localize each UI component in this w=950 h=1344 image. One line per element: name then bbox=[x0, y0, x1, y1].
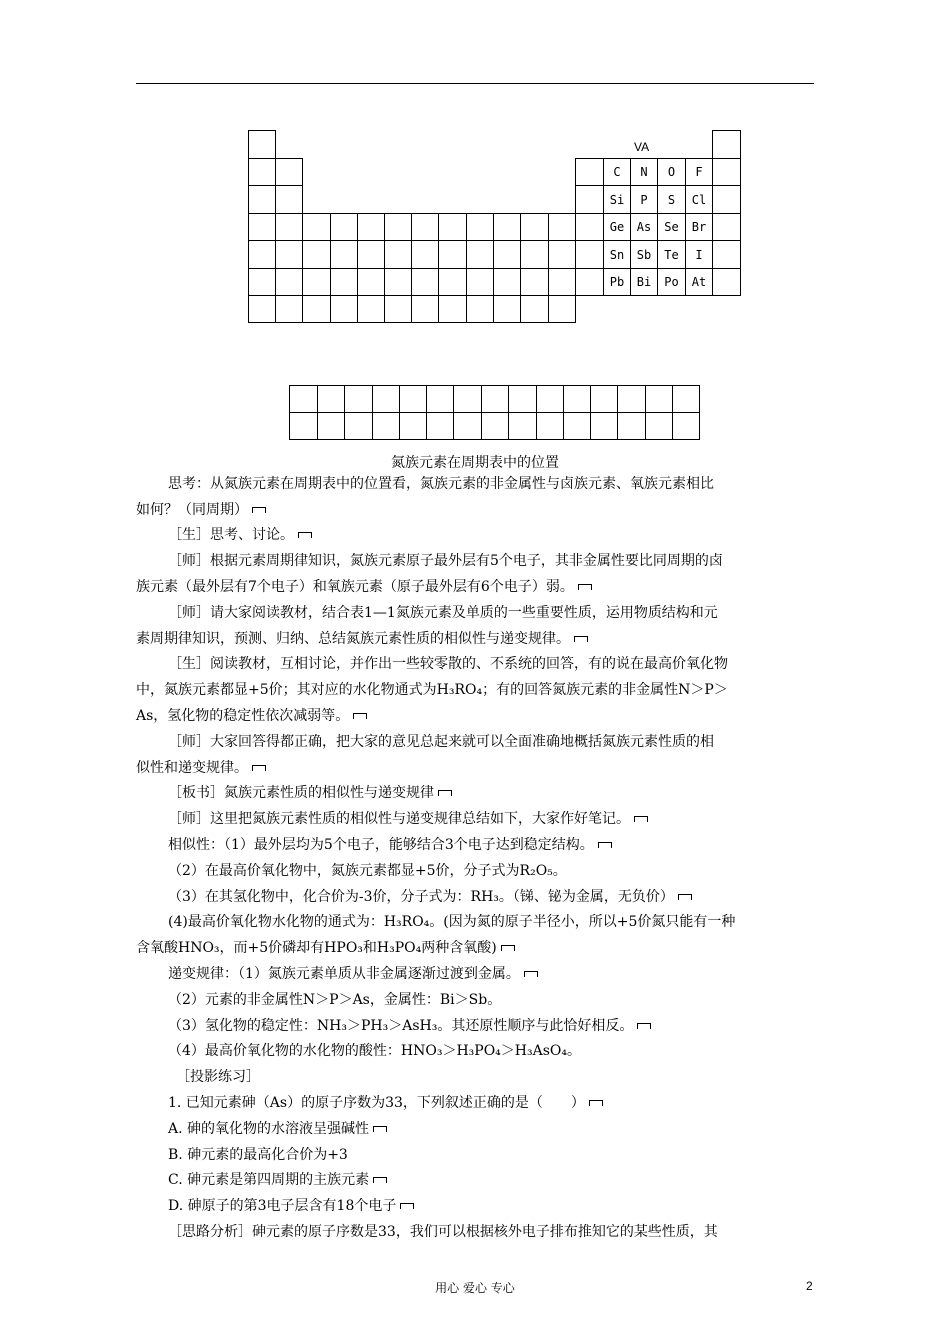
table-cell bbox=[357, 240, 385, 269]
table-cell bbox=[548, 268, 576, 296]
table-cell bbox=[275, 185, 303, 214]
table-cell bbox=[548, 213, 576, 241]
option-c: C. 砷元素是第四周期的主族元素 bbox=[168, 1167, 818, 1193]
lanthanide-cell bbox=[289, 412, 318, 440]
table-cell bbox=[330, 268, 358, 296]
lanthanide-cell bbox=[563, 385, 591, 413]
lanthanide-cell bbox=[453, 412, 482, 440]
paragraph: （3）在其氢化物中，化合价为-3价，分子式为：RH₃。（锑、铋为金属，无负价） bbox=[168, 884, 818, 910]
lanthanide-cell bbox=[426, 385, 454, 413]
paragraph: 如何？（同周期） bbox=[136, 497, 818, 523]
table-cell bbox=[384, 213, 412, 241]
element-cell-bi: Bi bbox=[630, 268, 658, 296]
table-cell bbox=[712, 240, 741, 269]
table-cell bbox=[411, 268, 439, 296]
table-cell bbox=[493, 295, 521, 323]
table-cell bbox=[466, 295, 494, 323]
table-cell bbox=[712, 268, 741, 296]
table-cell bbox=[357, 268, 385, 296]
lanthanide-cell bbox=[645, 385, 673, 413]
table-cell bbox=[275, 295, 303, 323]
lanthanide-cell bbox=[617, 412, 646, 440]
lanthanide-cell bbox=[372, 385, 400, 413]
paragraph: （2）元素的非金属性N＞P＞As，金属性：Bi＞Sb。 bbox=[168, 992, 502, 1008]
table-cell bbox=[330, 213, 358, 241]
element-cell-at: At bbox=[685, 268, 713, 296]
lanthanide-cell bbox=[672, 385, 700, 413]
element-cell-si: Si bbox=[603, 185, 631, 214]
lanthanide-cell bbox=[481, 385, 509, 413]
page-number: 2 bbox=[806, 1279, 813, 1293]
table-cell bbox=[411, 213, 439, 241]
table-cell bbox=[330, 240, 358, 269]
table-cell bbox=[493, 213, 521, 241]
table-cell bbox=[575, 213, 604, 241]
table-cell bbox=[275, 213, 303, 241]
question: 1. 已知元素砷（As）的原子序数为33，下列叙述正确的是（ ） bbox=[168, 1090, 818, 1116]
table-cell bbox=[712, 213, 741, 241]
table-cell bbox=[520, 295, 549, 323]
lanthanide-cell bbox=[317, 412, 345, 440]
table-cell bbox=[520, 268, 549, 296]
lanthanide-cell bbox=[590, 412, 618, 440]
table-cell bbox=[438, 213, 467, 241]
paragraph: （3）氢化物的稳定性：NH₃＞PH₃＞AsH₃。其还原性顺序与此恰好相反。 bbox=[168, 1013, 818, 1039]
table-cell bbox=[384, 240, 412, 269]
element-cell-sn: Sn bbox=[603, 240, 631, 269]
element-cell-cl: Cl bbox=[685, 185, 713, 214]
table-cell bbox=[384, 268, 412, 296]
lanthanide-cell bbox=[590, 385, 618, 413]
lanthanide-cell bbox=[645, 412, 673, 440]
table-cell bbox=[384, 295, 412, 323]
paragraph: 递变规律：（1）氮族元素单质从非金属逐渐过渡到金属。 bbox=[168, 961, 818, 987]
element-cell-as: As bbox=[630, 213, 658, 241]
paragraph: 中，氮族元素都显+5价；其对应的水化物通式为H₃RO₄；有的回答氮族元素的非金属性N＞P＞ bbox=[136, 682, 728, 698]
table-cell bbox=[575, 268, 604, 296]
table-cell bbox=[330, 295, 358, 323]
figure-caption: 氮族元素在周期表中的位置 bbox=[391, 455, 559, 471]
group-va-label: VA bbox=[634, 140, 650, 154]
element-cell-po: Po bbox=[657, 268, 686, 296]
paragraph: ［师］根据元素周期律知识，氮族元素原子最外层有5个电子，其非金属性要比同周期的卤 bbox=[168, 553, 723, 569]
paragraph: ［师］大家回答得都正确，把大家的意见总起来就可以全面准确地概括氮族元素性质的相 bbox=[168, 734, 714, 750]
header-rule bbox=[136, 83, 814, 84]
table-cell bbox=[302, 295, 331, 323]
lanthanide-cell bbox=[399, 385, 427, 413]
table-cell bbox=[357, 213, 385, 241]
element-cell-ge: Ge bbox=[603, 213, 631, 241]
table-cell bbox=[493, 240, 521, 269]
element-cell-se: Se bbox=[657, 213, 686, 241]
element-cell-c: C bbox=[603, 158, 631, 186]
table-cell bbox=[411, 240, 439, 269]
table-cell bbox=[411, 295, 439, 323]
table-cell bbox=[493, 268, 521, 296]
lanthanide-cell bbox=[453, 385, 482, 413]
table-cell bbox=[248, 185, 276, 214]
paragraph: ［师］请大家阅读教材，结合表1—1氮族元素及单质的一些重要性质，运用物质结构和元 bbox=[168, 605, 718, 621]
paragraph: ［生］思考、讨论。 bbox=[168, 522, 818, 548]
table-cell bbox=[466, 213, 494, 241]
paragraph: （2）在最高价氧化物中，氮族元素都显+5价，分子式为R₂O₅。 bbox=[168, 863, 567, 879]
table-cell bbox=[302, 213, 331, 241]
element-cell-pb: Pb bbox=[603, 268, 631, 296]
element-cell-o: O bbox=[657, 158, 686, 186]
table-cell bbox=[438, 295, 467, 323]
lanthanide-cell bbox=[289, 385, 318, 413]
element-cell-p: P bbox=[630, 185, 658, 214]
lanthanide-cell bbox=[508, 385, 537, 413]
lanthanide-cell bbox=[317, 385, 345, 413]
footer-motto: 用心 爱心 专心 bbox=[435, 1281, 515, 1295]
lanthanide-cell bbox=[563, 412, 591, 440]
table-cell bbox=[248, 268, 276, 296]
paragraph: 素周期律知识，预测、归纳、总结氮族元素性质的相似性与递变规律。 bbox=[136, 626, 818, 652]
paragraph: ［师］这里把氮族元素性质的相似性与递变规律总结如下，大家作好笔记。 bbox=[168, 806, 818, 832]
lanthanide-cell bbox=[372, 412, 400, 440]
table-cell bbox=[548, 295, 576, 323]
lanthanide-cell bbox=[536, 385, 564, 413]
table-cell bbox=[275, 268, 303, 296]
lanthanide-cell bbox=[344, 412, 373, 440]
lanthanide-cell bbox=[344, 385, 373, 413]
table-cell bbox=[466, 240, 494, 269]
table-cell bbox=[520, 240, 549, 269]
paragraph: 似性和递变规律。 bbox=[136, 755, 818, 781]
option-d: D. 砷原子的第3电子层含有18个电子 bbox=[168, 1193, 818, 1219]
paragraph: ［生］阅读教材，互相讨论，并作出一些较零散的、不系统的回答，有的说在最高价氧化物 bbox=[168, 656, 728, 672]
paragraph: 族元素（最外层有7个电子）和氧族元素（原子最外层有6个电子）弱。 bbox=[136, 574, 818, 600]
table-cell bbox=[248, 295, 276, 323]
table-cell bbox=[275, 240, 303, 269]
paragraph: ［投影练习］ bbox=[176, 1069, 260, 1085]
table-cell bbox=[357, 295, 385, 323]
table-cell bbox=[248, 240, 276, 269]
table-cell bbox=[248, 130, 276, 159]
element-cell-br: Br bbox=[685, 213, 713, 241]
paragraph: （4）最高价氧化物的水化物的酸性：HNO₃＞H₃PO₄＞H₃AsO₄。 bbox=[168, 1043, 581, 1059]
table-cell bbox=[275, 158, 303, 186]
option-b: B. 砷元素的最高化合价为+3 bbox=[168, 1147, 348, 1163]
lanthanide-cell bbox=[426, 412, 454, 440]
element-cell-n: N bbox=[630, 158, 658, 186]
paragraph: ［板书］氮族元素性质的相似性与递变规律 bbox=[168, 780, 818, 806]
table-cell bbox=[302, 240, 331, 269]
table-cell bbox=[712, 158, 741, 186]
table-cell bbox=[548, 240, 576, 269]
paragraph: 含氧酸HNO₃，而+5价磷却有HPO₃和H₃PO₄两种含氧酸) bbox=[136, 935, 818, 961]
element-cell-sb: Sb bbox=[630, 240, 658, 269]
table-cell bbox=[712, 185, 741, 214]
lanthanide-cell bbox=[617, 385, 646, 413]
table-cell bbox=[248, 213, 276, 241]
lanthanide-cell bbox=[536, 412, 564, 440]
table-cell bbox=[302, 268, 331, 296]
lanthanide-cell bbox=[508, 412, 537, 440]
lanthanide-cell bbox=[399, 412, 427, 440]
paragraph: 思考：从氮族元素在周期表中的位置看，氮族元素的非金属性与卤族元素、氧族元素相比 bbox=[168, 476, 714, 492]
table-cell bbox=[712, 130, 741, 159]
element-cell-s: S bbox=[657, 185, 686, 214]
table-cell bbox=[520, 213, 549, 241]
paragraph: As，氢化物的稳定性依次减弱等。 bbox=[136, 703, 818, 729]
table-cell bbox=[438, 268, 467, 296]
paragraph: ［思路分析］砷元素的原子序数是33，我们可以根据核外电子排布推知它的某些性质，其 bbox=[168, 1224, 718, 1240]
table-cell bbox=[575, 158, 604, 186]
element-cell-i: I bbox=[685, 240, 713, 269]
paragraph: (4)最高价氧化物水化物的通式为：H₃RO₄。(因为氮的原子半径小，所以+5价氮只能有一种 bbox=[168, 914, 736, 930]
table-cell bbox=[248, 158, 276, 186]
paragraph: 相似性：（1）最外层均为5个电子，能够结合3个电子达到稳定结构。 bbox=[168, 832, 818, 858]
table-cell bbox=[466, 268, 494, 296]
option-a: A. 砷的氧化物的水溶液呈强碱性 bbox=[168, 1116, 818, 1142]
element-cell-f: F bbox=[685, 158, 713, 186]
lanthanide-cell bbox=[481, 412, 509, 440]
lanthanide-cell bbox=[672, 412, 700, 440]
table-cell bbox=[575, 185, 604, 214]
element-cell-te: Te bbox=[657, 240, 686, 269]
table-cell bbox=[575, 240, 604, 269]
table-cell bbox=[438, 240, 467, 269]
